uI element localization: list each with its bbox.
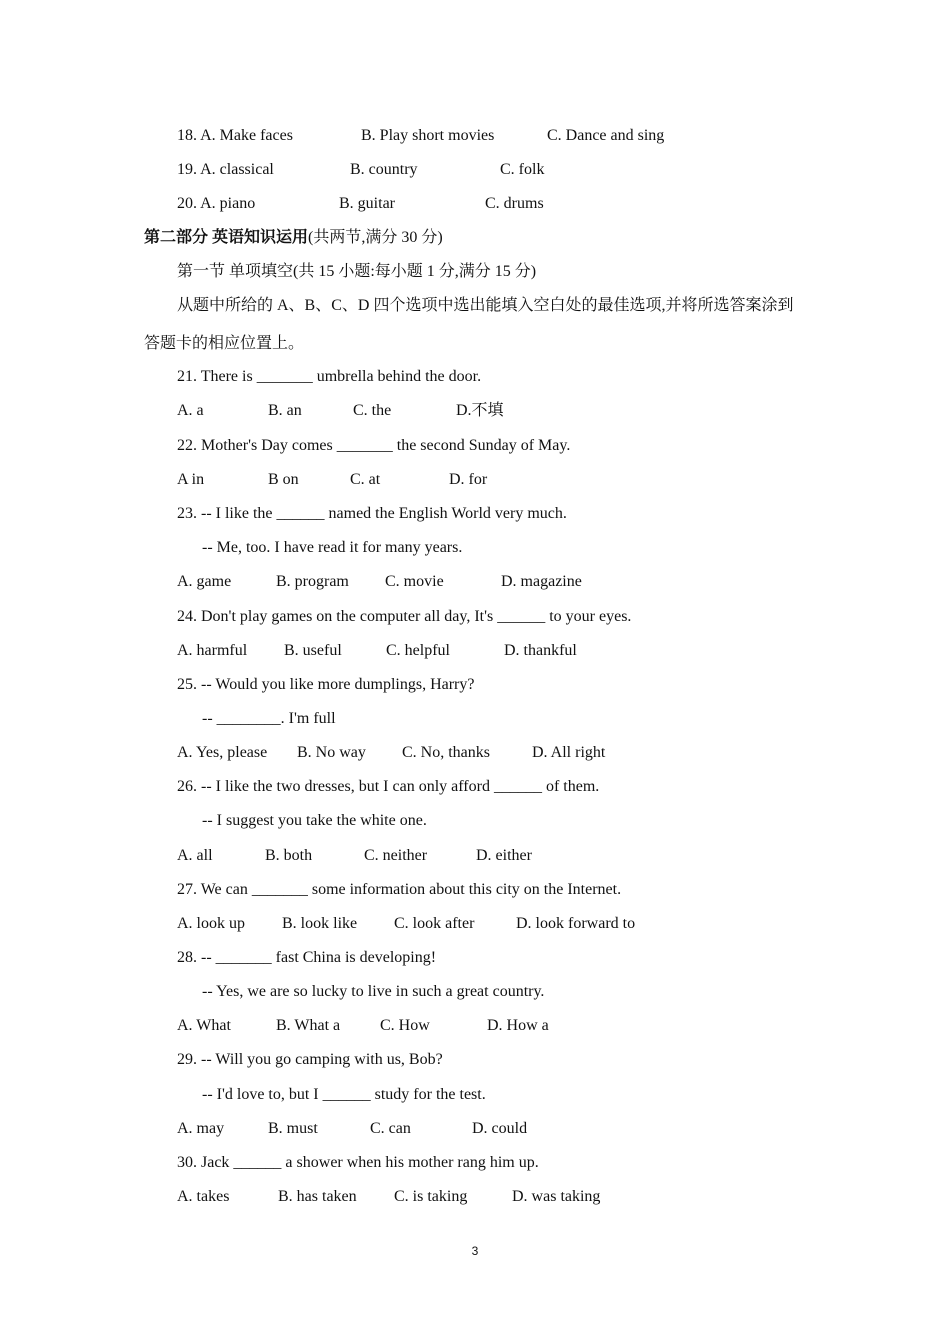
q20-option-c: C. drums	[485, 195, 544, 212]
q26-option-d: D. either	[476, 847, 532, 864]
q29-option-a: A. may	[177, 1120, 225, 1137]
q23-option-b: B. program	[276, 573, 349, 590]
q24-option-b: B. useful	[284, 642, 342, 659]
q22-option-a: A in	[177, 471, 205, 488]
q22-option-b: B on	[268, 471, 299, 488]
q23-reply: -- Me, too. I have read it for many years.	[202, 539, 463, 556]
q24-option-a: A. harmful	[177, 642, 248, 659]
q21-option-a: A. a	[177, 402, 204, 419]
part-two-heading	[144, 226, 443, 250]
q21-option-c: C. the	[353, 402, 392, 419]
q27-option-b: B. look like	[282, 915, 358, 932]
q23-option-d: D. magazine	[501, 573, 582, 590]
q23-option-a: A. game	[177, 573, 232, 590]
q21-option-d: D.不填	[456, 402, 504, 419]
q28-reply: -- Yes, we are so lucky to live in such a great country.	[202, 983, 545, 1000]
q29-reply: -- I'd love to, but I ______ study for the test.	[202, 1086, 486, 1103]
q19-option-b: B. country	[350, 161, 418, 178]
q26-reply: -- I suggest you take the white one.	[202, 812, 427, 829]
q29-option-b: B. must	[268, 1120, 318, 1137]
q26-option-b: B. both	[265, 847, 313, 864]
q30-option-b: B. has taken	[278, 1188, 357, 1205]
q20-option-b: B. guitar	[339, 195, 395, 212]
page-number: 3	[471, 1244, 479, 1258]
q28-option-d: D. How a	[487, 1017, 549, 1034]
q28-option-b: B. What a	[276, 1017, 341, 1034]
q27-option-d: D. look forward to	[516, 915, 636, 932]
q18-option-b: B. Play short movies	[361, 127, 495, 144]
q21-option-b: B. an	[268, 402, 302, 419]
q26-stem: 26. -- I like the two dresses, but I can only afford ______ of them.	[177, 778, 600, 795]
q22-option-d: D. for	[449, 471, 488, 488]
q30-stem: 30. Jack ______ a shower when his mother rang him up.	[177, 1154, 539, 1171]
q22-stem: 22. Mother's Day comes _______ the second Sunday of May.	[177, 437, 571, 454]
q29-option-d: D. could	[472, 1120, 528, 1137]
q25-stem: 25. -- Would you like more dumplings, Harry?	[177, 676, 475, 693]
q25-option-c: C. No, thanks	[402, 744, 490, 761]
part-two-score: (共两节,满分 30 分)	[308, 229, 443, 246]
q25-option-a: A. Yes, please	[177, 744, 268, 761]
q25-reply: -- ________. I'm full	[202, 710, 336, 727]
q19-option-a: 19. A. classical	[177, 161, 274, 178]
q23-stem: 23. -- I like the ______ named the English World very much.	[177, 505, 567, 522]
q26-option-a: A. all	[177, 847, 213, 864]
q30-option-a: A. takes	[177, 1188, 230, 1205]
q25-option-b: B. No way	[297, 744, 366, 761]
q27-option-c: C. look after	[394, 915, 475, 932]
q19-option-c: C. folk	[500, 161, 545, 178]
section-one-heading: 第一节 单项填空(共 15 小题:每小题 1 分,满分 15 分)	[177, 263, 537, 280]
q18-option-a: 18. A. Make faces	[177, 127, 293, 144]
q28-option-c: C. How	[380, 1017, 430, 1034]
q29-stem: 29. -- Will you go camping with us, Bob?	[177, 1051, 443, 1068]
q28-option-a: A. What	[177, 1017, 231, 1034]
q24-option-d: D. thankful	[504, 642, 577, 659]
q24-option-c: C. helpful	[386, 642, 450, 659]
q27-option-a: A. look up	[177, 915, 245, 932]
instruction-line-1: 从题中所给的 A、B、C、D 四个选项中选出能填入空白处的最佳选项,并将所选答案涂到	[177, 297, 794, 314]
q26-option-c: C. neither	[364, 847, 428, 864]
q25-option-d: D. All right	[532, 744, 606, 761]
q18-option-c: C. Dance and sing	[547, 127, 665, 144]
q30-option-d: D. was taking	[512, 1188, 601, 1205]
q28-stem: 28. -- _______ fast China is developing!	[177, 949, 437, 966]
instruction-line-2: 答题卡的相应位置上。	[144, 335, 305, 352]
q20-option-a: 20. A. piano	[177, 195, 256, 212]
part-two-title: 第二部分 英语知识运用	[144, 229, 309, 246]
q23-option-c: C. movie	[385, 573, 444, 590]
q24-stem: 24. Don't play games on the computer all day, It's ______ to your eyes.	[177, 608, 632, 625]
q22-option-c: C. at	[350, 471, 381, 488]
q27-stem: 27. We can _______ some information about this city on the Internet.	[177, 881, 622, 898]
q21-stem: 21. There is _______ umbrella behind the door.	[177, 368, 482, 385]
q29-option-c: C. can	[370, 1120, 411, 1137]
q30-option-c: C. is taking	[394, 1188, 468, 1205]
